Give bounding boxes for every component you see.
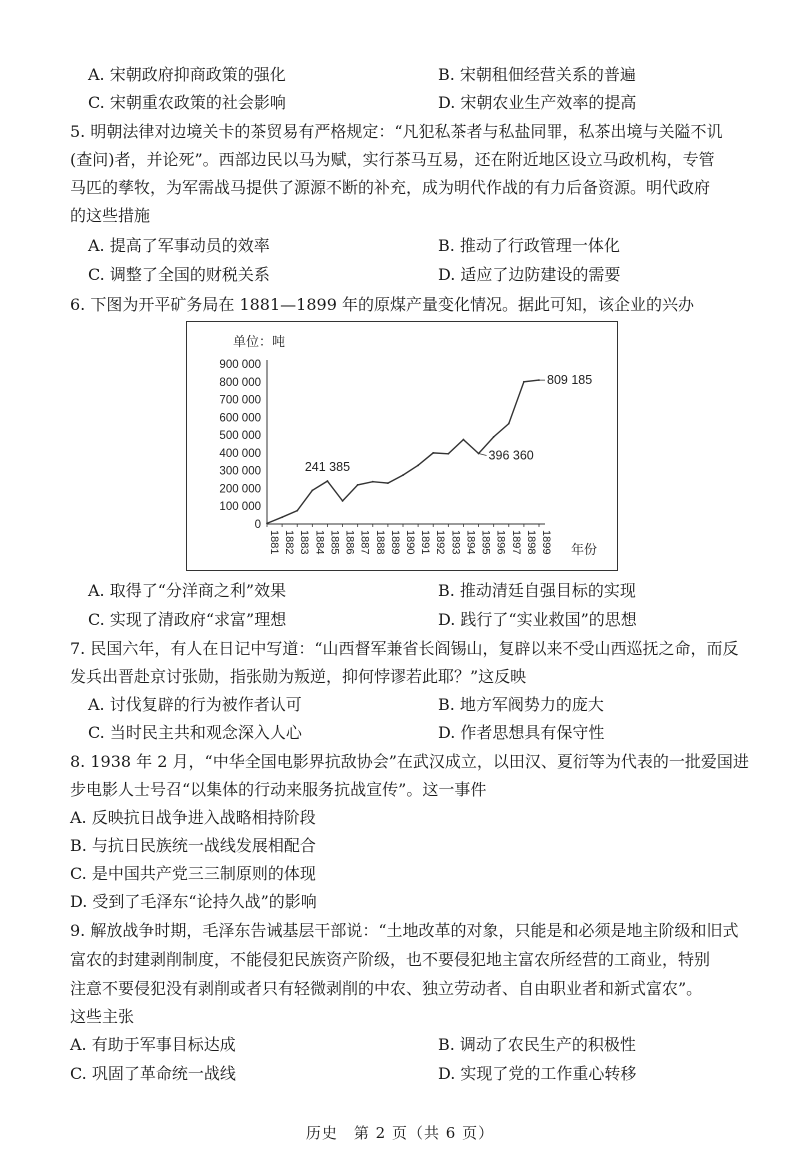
q4-option-d: D. 宋朝农业生产效率的提高	[438, 93, 637, 112]
q9-option-a: A. 有助于军事目标达成	[70, 1035, 236, 1054]
q8-stem-line-2: 步电影人士号召“以集体的行动来服务抗战宣传”。这一事件	[70, 780, 487, 799]
x-axis	[267, 524, 552, 554]
chart-unit-label: 单位：吨	[233, 335, 286, 350]
q6-option-d: D. 践行了“实业救国”的思想	[438, 610, 637, 629]
q7-option-d: D. 作者思想具有保守性	[438, 723, 605, 742]
data-annotations	[305, 373, 592, 474]
q9-stem-line-3: 注意不要侵犯没有剥削或者只有轻微剥削的中农、独立劳动者、自由职业者和新式富农”。	[70, 979, 703, 998]
annotation-1885: 241 385	[304, 460, 351, 475]
annotation-1895: 396 360	[488, 448, 534, 463]
annotation-leader-1895	[479, 454, 487, 456]
data-point	[296, 510, 298, 512]
x-tick-label: 1891	[419, 530, 432, 555]
q7-stem-line-2: 发兵出晋赴京讨张勋，指张勋为叛逆，抑何悖谬若此耶？”这反映	[70, 667, 527, 686]
data-point	[357, 484, 359, 486]
data-point	[463, 439, 465, 441]
y-tick-label: 700 000	[219, 394, 261, 407]
q8-stem-line-1: 8. 1938 年 2 月，“中华全国电影界抗敌协会”在武汉成立，以田汉、夏衍等为代表的一批爱国进	[70, 752, 749, 771]
x-tick-label: 1893	[449, 530, 462, 555]
x-tick-label: 1883	[298, 530, 311, 555]
x-tick-label: 1897	[509, 530, 522, 555]
y-tick-label: 500 000	[219, 430, 261, 443]
data-point	[281, 516, 283, 518]
x-tick-label: 1884	[313, 530, 326, 555]
page-footer: 历史 第 2 页（共 6 页）	[305, 1124, 495, 1142]
q4-option-a: A. 宋朝政府抑商政策的强化	[88, 65, 286, 84]
q9-option-b: B. 调动了农民生产的积极性	[438, 1035, 636, 1054]
data-point	[417, 464, 419, 466]
q7-option-b: B. 地方军阀势力的庞大	[438, 695, 604, 714]
q7-option-c: C. 当时民主共和观念深入人心	[88, 723, 302, 742]
q4-option-b: B. 宋朝租佃经营关系的普遍	[438, 65, 636, 84]
q7-option-a: A. 讨伐复辟的行为被作者认可	[88, 695, 302, 714]
data-point	[372, 481, 374, 483]
q9-stem-line-1: 9. 解放战争时期，毛泽东告诫基层干部说：“土地改革的对象，只能是和必须是地主阶级和旧式	[70, 921, 739, 940]
y-tick-label: 800 000	[219, 376, 261, 389]
x-tick-label: 1898	[524, 530, 537, 555]
data-point	[508, 423, 510, 425]
y-tick-label: 900 000	[219, 359, 261, 371]
q5-option-d: D. 适应了边防建设的需要	[438, 265, 621, 284]
q8-option-d: D. 受到了毛泽东“论持久战”的影响	[70, 892, 317, 911]
q6-option-b: B. 推动清廷自强目标的实现	[438, 581, 636, 600]
data-point	[447, 453, 449, 455]
x-tick-label: 1882	[283, 530, 296, 555]
y-tick-label: 200 000	[219, 483, 261, 496]
data-point	[493, 436, 495, 438]
x-tick-label: 1899	[540, 530, 552, 555]
q5-stem-line-2: (查问)者，并论死”。西部边民以马为赋，实行茶马互易，还在附近地区设立马政机构，专管	[70, 150, 715, 169]
y-tick-label: 600 000	[219, 412, 261, 425]
q9-option-c: C. 巩固了革命统一战线	[70, 1064, 236, 1083]
x-tick-label: 1885	[328, 530, 341, 555]
data-point	[342, 500, 344, 502]
x-tick-label: 1895	[479, 530, 492, 555]
q9-option-d: D. 实现了党的工作重心转移	[438, 1064, 637, 1083]
q5-stem-line-4: 的这些措施	[70, 206, 151, 225]
q8-option-b: B. 与抗日民族统一战线发展相配合	[70, 836, 316, 855]
annotation-1899: 809 185	[547, 373, 593, 388]
q5-option-a: A. 提高了军事动员的效率	[88, 236, 270, 255]
q7-stem-line-1: 7. 民国六年，有人在日记中写道：“山西督军兼省长阎锡山，复辟以来不受山西巡抚之命，而反	[70, 639, 739, 658]
q5-stem-line-1: 5. 明朝法律对边境关卡的茶贸易有严格规定：“凡犯私茶者与私盐同罪，私茶出境与关隘不讥	[70, 122, 723, 141]
x-tick-label: 1892	[434, 530, 447, 555]
q5-stem-line-3: 马匹的孳牧，为军需战马提供了源源不断的补充，成为明代作战的有力后备资源。明代政府	[70, 178, 711, 197]
x-tick-label: 1881	[268, 530, 280, 555]
data-point	[327, 480, 329, 482]
q8-option-c: C. 是中国共产党三三制原则的体现	[70, 864, 316, 883]
q6-stem: 6. 下图为开平矿务局在 1881—1899 年的原煤产量变化情况。据此可知，该企业的兴办	[70, 295, 694, 314]
q9-stem-line-4: 这些主张	[70, 1007, 135, 1026]
q9-stem-line-2: 富农的封建剥削制度，不能侵犯民族资产阶级，也不要侵犯地主富农所经营的工商业，特别	[70, 950, 711, 969]
x-tick-label: 1890	[404, 530, 416, 555]
data-point	[266, 522, 268, 524]
y-tick-label: 0	[254, 519, 261, 531]
data-point	[387, 482, 389, 484]
coal-output-chart	[186, 321, 618, 571]
q5-option-b: B. 推动了行政管理一体化	[438, 236, 620, 255]
y-axis	[219, 359, 267, 531]
x-tick-label: 1887	[358, 530, 371, 555]
chart-x-label: 年份	[571, 543, 598, 558]
q5-option-c: C. 调整了全国的财税关系	[88, 265, 270, 284]
q4-option-c: C. 宋朝重农政策的社会影响	[88, 93, 286, 112]
x-tick-label: 1889	[388, 530, 401, 555]
data-point	[432, 452, 434, 454]
data-point	[523, 381, 525, 383]
q6-option-c: C. 实现了清政府“求富”理想	[88, 610, 287, 629]
data-point	[311, 490, 313, 492]
x-tick-label: 1888	[373, 530, 386, 555]
x-tick-label: 1896	[494, 530, 507, 555]
chart-svg	[187, 322, 619, 572]
data-point	[402, 474, 404, 476]
x-tick-label: 1886	[343, 530, 356, 555]
x-tick-label: 1894	[464, 530, 477, 555]
q6-option-a: A. 取得了“分洋商之利”效果	[88, 581, 287, 600]
y-tick-label: 300 000	[219, 465, 261, 478]
q8-option-a: A. 反映抗日战争进入战略相持阶段	[70, 808, 316, 827]
y-tick-label: 400 000	[219, 447, 261, 460]
y-tick-label: 100 000	[219, 501, 261, 514]
